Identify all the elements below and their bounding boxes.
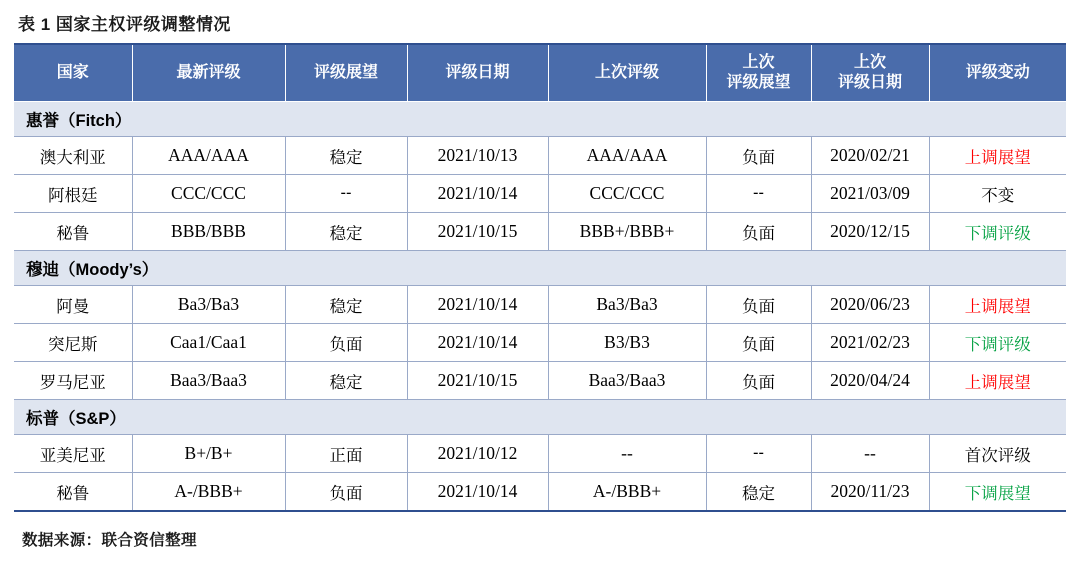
cell-previous-outlook: 负面 [706, 213, 811, 251]
cell-previous-date: 2020/04/24 [811, 362, 929, 400]
cell-outlook: 稳定 [285, 213, 407, 251]
cell-previous-rating: B3/B3 [548, 324, 706, 362]
cell-country: 阿根廷 [14, 175, 132, 213]
cell-previous-rating: Baa3/Baa3 [548, 362, 706, 400]
column-header-previous-rating: 上次评级 [548, 44, 706, 102]
cell-country: 亚美尼亚 [14, 435, 132, 473]
group-row [14, 400, 1066, 435]
status-badge: 下调评级 [964, 335, 1031, 354]
table-header [14, 44, 1066, 102]
cell-country: 罗马尼亚 [14, 362, 132, 400]
previous-outlook-line-1: 上次 [742, 54, 775, 71]
previous-date-line-1: 上次 [853, 54, 886, 71]
status-badge: 上调展望 [964, 148, 1031, 167]
cell-rating-date: 2021/10/14 [407, 324, 548, 362]
group-row [14, 102, 1066, 137]
cell-change [929, 435, 1066, 473]
previous-outlook-line-2: 评级展望 [726, 74, 791, 91]
cell-country: 秘鲁 [14, 213, 132, 251]
cell-rating-date: 2021/10/13 [407, 137, 548, 175]
cell-rating-date: 2021/10/15 [407, 362, 548, 400]
cell-outlook: -- [285, 175, 407, 213]
cell-rating-date: 2021/10/14 [407, 473, 548, 512]
cell-latest-rating: B+/B+ [132, 435, 285, 473]
cell-rating-date: 2021/10/15 [407, 213, 548, 251]
cell-change [929, 362, 1066, 400]
cell-previous-rating: AAA/AAA [548, 137, 706, 175]
status-badge: 不变 [981, 186, 1015, 205]
table-row [14, 175, 1066, 213]
status-badge: 下调评级 [964, 224, 1031, 243]
cell-previous-rating: Ba3/Ba3 [548, 286, 706, 324]
cell-change [929, 286, 1066, 324]
group-label: 惠誉（Fitch） [14, 102, 1066, 137]
cell-outlook: 稳定 [285, 137, 407, 175]
cell-previous-date: 2021/03/09 [811, 175, 929, 213]
header-row [14, 44, 1066, 102]
group-row [14, 251, 1066, 286]
cell-latest-rating: Caa1/Caa1 [132, 324, 285, 362]
cell-outlook: 稳定 [285, 362, 407, 400]
cell-rating-date: 2021/10/12 [407, 435, 548, 473]
column-header-outlook: 评级展望 [285, 44, 407, 102]
previous-date-line-2: 评级日期 [837, 74, 902, 91]
cell-outlook: 稳定 [285, 286, 407, 324]
cell-country: 澳大利亚 [14, 137, 132, 175]
cell-change [929, 324, 1066, 362]
cell-rating-date: 2021/10/14 [407, 286, 548, 324]
cell-previous-outlook: 负面 [706, 137, 811, 175]
cell-outlook: 正面 [285, 435, 407, 473]
cell-previous-rating: BBB+/BBB+ [548, 213, 706, 251]
cell-country: 秘鲁 [14, 473, 132, 512]
table-body [14, 102, 1066, 512]
cell-previous-rating: -- [548, 435, 706, 473]
cell-previous-outlook: -- [706, 435, 811, 473]
cell-previous-date: -- [811, 435, 929, 473]
cell-latest-rating: Baa3/Baa3 [132, 362, 285, 400]
cell-change [929, 213, 1066, 251]
table-row [14, 286, 1066, 324]
cell-outlook: 负面 [285, 473, 407, 512]
cell-previous-date: 2021/02/23 [811, 324, 929, 362]
status-badge: 上调展望 [964, 297, 1031, 316]
cell-change [929, 175, 1066, 213]
column-header-previous-date [811, 44, 929, 102]
cell-previous-date: 2020/12/15 [811, 213, 929, 251]
cell-change [929, 473, 1066, 512]
table-row [14, 213, 1066, 251]
table-row [14, 435, 1066, 473]
table-row [14, 324, 1066, 362]
cell-country: 突尼斯 [14, 324, 132, 362]
cell-previous-date: 2020/02/21 [811, 137, 929, 175]
cell-previous-rating: CCC/CCC [548, 175, 706, 213]
cell-previous-outlook: 稳定 [706, 473, 811, 512]
group-label: 标普（S&P） [14, 400, 1066, 435]
status-badge: 下调展望 [964, 484, 1031, 503]
cell-latest-rating: CCC/CCC [132, 175, 285, 213]
cell-previous-date: 2020/06/23 [811, 286, 929, 324]
cell-country: 阿曼 [14, 286, 132, 324]
cell-latest-rating: BBB/BBB [132, 213, 285, 251]
cell-latest-rating: Ba3/Ba3 [132, 286, 285, 324]
table-row [14, 137, 1066, 175]
cell-rating-date: 2021/10/14 [407, 175, 548, 213]
column-header-latest-rating: 最新评级 [132, 44, 285, 102]
cell-latest-rating: A-/BBB+ [132, 473, 285, 512]
table-row [14, 362, 1066, 400]
sovereign-rating-table [14, 43, 1066, 512]
table-source-note: 数据来源：联合资信整理 [22, 532, 197, 549]
cell-change [929, 137, 1066, 175]
table-caption: 表 1 国家主权评级调整情况 [18, 15, 231, 34]
status-badge: 首次评级 [964, 446, 1031, 465]
cell-latest-rating: AAA/AAA [132, 137, 285, 175]
cell-previous-outlook: -- [706, 175, 811, 213]
cell-previous-rating: A-/BBB+ [548, 473, 706, 512]
column-header-change: 评级变动 [929, 44, 1066, 102]
cell-previous-date: 2020/11/23 [811, 473, 929, 512]
column-header-country: 国家 [14, 44, 132, 102]
cell-previous-outlook: 负面 [706, 286, 811, 324]
column-header-previous-outlook [706, 44, 811, 102]
group-label: 穆迪（Moody’s） [14, 251, 1066, 286]
table-row [14, 473, 1066, 512]
column-header-rating-date: 评级日期 [407, 44, 548, 102]
status-badge: 上调展望 [964, 373, 1031, 392]
cell-outlook: 负面 [285, 324, 407, 362]
cell-previous-outlook: 负面 [706, 362, 811, 400]
cell-previous-outlook: 负面 [706, 324, 811, 362]
